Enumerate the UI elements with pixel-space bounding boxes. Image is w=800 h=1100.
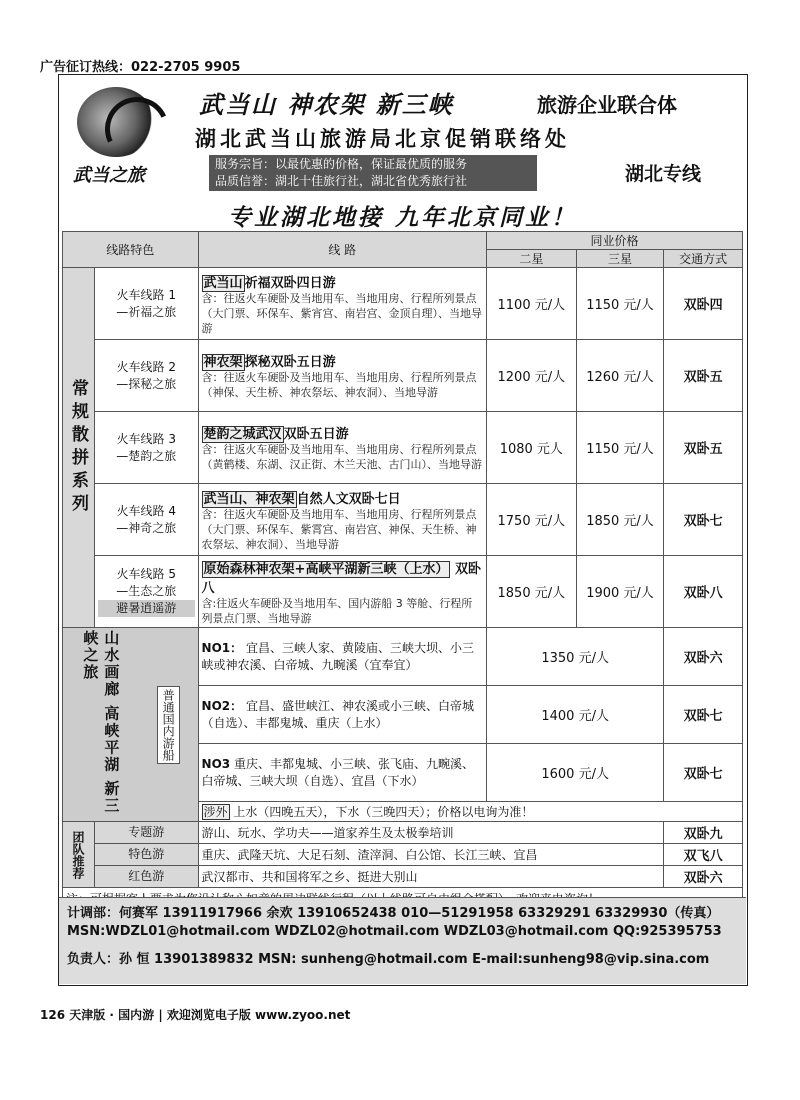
contact-line-3: 负责人：孙 恒 13901389832 MSN: sunheng@hotmail.com E-mail:sunheng98@vip.sina.com — [67, 952, 710, 967]
price-3star: 1260 元/人 — [576, 340, 664, 412]
service-line-2: 品质信誉：湖北十佳旅行社，湖北省优秀旅行社 — [215, 174, 468, 188]
table-row — [63, 484, 743, 556]
table-row — [63, 340, 743, 412]
ad-header — [59, 75, 746, 193]
table-row — [63, 844, 743, 866]
route-feature: 火车线路 4 —神奇之旅 — [95, 484, 199, 556]
price-2star: 1200 元/人 — [486, 340, 576, 412]
price-2star: 1080 元人 — [486, 412, 576, 484]
transport: 双卧七 — [664, 744, 743, 802]
transport: 双卧八 — [664, 556, 743, 628]
header-title-1: 武当山 神农架 新三峡 — [199, 90, 454, 119]
transport: 双卧六 — [664, 866, 743, 888]
group-type: 特色游 — [95, 844, 199, 866]
col-feature-header: 线路特色 — [63, 232, 199, 268]
group-type: 红色游 — [95, 866, 199, 888]
header-title-1b: 旅游企业联合体 — [537, 93, 677, 117]
transport: 双卧九 — [664, 822, 743, 844]
price-3star: 1900 元/人 — [576, 556, 664, 628]
transport: 双卧七 — [664, 686, 743, 744]
group-text: 游山、玩水、学功夫——道家养生及太极拳培训 — [198, 822, 664, 844]
route-detail: 原始森林神农架+高峡平湖新三峡（上水） 双卧八 含:往返火车硬卧及当地用车、国内游船 3 等舱、行程所列景点门票、当地导游 — [198, 556, 486, 628]
ad-frame — [58, 74, 748, 986]
hubei-line: 湖北专线 — [625, 163, 702, 185]
price-2star: 1100 元/人 — [486, 268, 576, 340]
wudang-logo — [67, 83, 197, 187]
route-detail: 神农架 探秘双卧五日游 含：往返火车硬卧及当地用车、当地用房、行程所列景点（神保、天生桥、神农祭坛、神农洞）、当地导游 — [198, 340, 486, 412]
table-row — [63, 412, 743, 484]
category-regular: 常规散拼系列 — [63, 268, 95, 628]
col-2star-header: 二星 — [486, 250, 576, 268]
contact-block — [59, 897, 746, 984]
route-feature: 火车线路 3 —楚韵之旅 — [95, 412, 199, 484]
price-3star: 1850 元/人 — [576, 484, 664, 556]
table-row — [63, 866, 743, 888]
contact-line-2: MSN:WDZL01@hotmail.com WDZL02@hotmail.com WDZL03@hotmail.com QQ:925395753 — [67, 924, 722, 939]
page-footer: 126 天津版 · 国内游 | 欢迎浏览电子版 www.zyoo.net — [40, 1008, 351, 1022]
col-3star-header: 三星 — [576, 250, 664, 268]
route-feature: 火车线路 1 —祈福之旅 — [95, 268, 199, 340]
price-3star: 1150 元/人 — [576, 268, 664, 340]
sanxia-route: NO1： 宜昌、三峡人家、黄陵庙、三峡大坝、小三峡或神农溪、白帝城、九畹溪（宜奉宜） — [198, 628, 486, 686]
transport: 双卧五 — [664, 340, 743, 412]
sanxia-theme: 山水画廊 高峡平湖 新三峡之旅 — [81, 629, 121, 814]
sanxia-theme-cell — [63, 628, 199, 822]
table-row — [63, 822, 743, 844]
price-3star: 1150 元/人 — [576, 412, 664, 484]
col-route-header: 线 路 — [198, 232, 486, 268]
slogan: 专业湖北地接 九年北京同业！ — [227, 204, 577, 231]
transport: 双卧四 — [664, 268, 743, 340]
table-row — [63, 628, 743, 686]
contact-line-1: 计调部：何赛军 13911917966 余欢 13910652438 010—51291958 63329291 63329930（传真） — [67, 906, 720, 921]
route-feature: 火车线路 5 —生态之旅 避暑逍遥游 — [95, 556, 199, 628]
service-box — [209, 155, 537, 191]
foreign-row: 涉外 上水（四晚五天），下水（三晚四天）；价格以电询为准！ — [198, 802, 742, 822]
table-row — [63, 556, 743, 628]
table-row — [63, 268, 743, 340]
col-transport-header: 交通方式 — [664, 250, 743, 268]
sanxia-boat: 普通国内游船 — [157, 686, 180, 764]
group-type: 专题游 — [95, 822, 199, 844]
route-detail: 武当山、神农架 自然人文双卧七日 含：往返火车硬卧及当地用车、当地用房、行程所列景点（大门票、环保车、紫霄宫、南岩宫、神保、天生桥、神农祭坛、神农洞）、当地导游 — [198, 484, 486, 556]
route-detail: 楚韵之城武汉 双卧五日游 含：往返火车硬卧及当地用车、当地用房、行程所列景点（黄鹤楼、东湖、汉正街、木兰天池、古门山）、当地导游 — [198, 412, 486, 484]
route-detail: 武当山 祈福双卧四日游 含：往返火车硬卧及当地用车、当地用房、行程所列景点（大门票、环保车、紫宵宫、南岩宫、金顶自理）、当地导游 — [198, 268, 486, 340]
group-text: 武汉都市、共和国将军之乡、挺进大别山 — [198, 866, 664, 888]
group-label: 团队推荐 — [63, 822, 95, 888]
ad-hotline: 广告征订热线：022-2705 9905 — [40, 60, 241, 75]
header-title-2: 湖北武当山旅游局北京促销联络处 — [195, 126, 570, 151]
service-line-1: 服务宗旨：以最优惠的价格，保证最优质的服务 — [215, 157, 468, 171]
sanxia-price: 1600 元/人 — [486, 744, 663, 802]
transport: 双卧七 — [664, 484, 743, 556]
sanxia-route: NO2： 宜昌、盛世峡江、神农溪或小三峡、白帝城（自选）、丰都鬼城、重庆（上水） — [198, 686, 486, 744]
sanxia-price: 1400 元/人 — [486, 686, 663, 744]
transport: 双卧六 — [664, 628, 743, 686]
sanxia-route: NO3 重庆、丰都鬼城、小三峡、张飞庙、九畹溪、白帝城、三峡大坝（自选）、宜昌（下水） — [198, 744, 486, 802]
price-2star: 1750 元/人 — [486, 484, 576, 556]
col-price-header: 同业价格 — [486, 232, 742, 250]
route-feature: 火车线路 2 —探秘之旅 — [95, 340, 199, 412]
price-2star: 1850 元/人 — [486, 556, 576, 628]
group-text: 重庆、武隆天坑、大足石刻、渣滓洞、白公馆、长江三峡、宜昌 — [198, 844, 664, 866]
route-table — [62, 231, 743, 910]
transport: 双卧五 — [664, 412, 743, 484]
transport: 双飞八 — [664, 844, 743, 866]
logo-text: 武当之旅 — [73, 165, 145, 186]
sanxia-price: 1350 元/人 — [486, 628, 663, 686]
